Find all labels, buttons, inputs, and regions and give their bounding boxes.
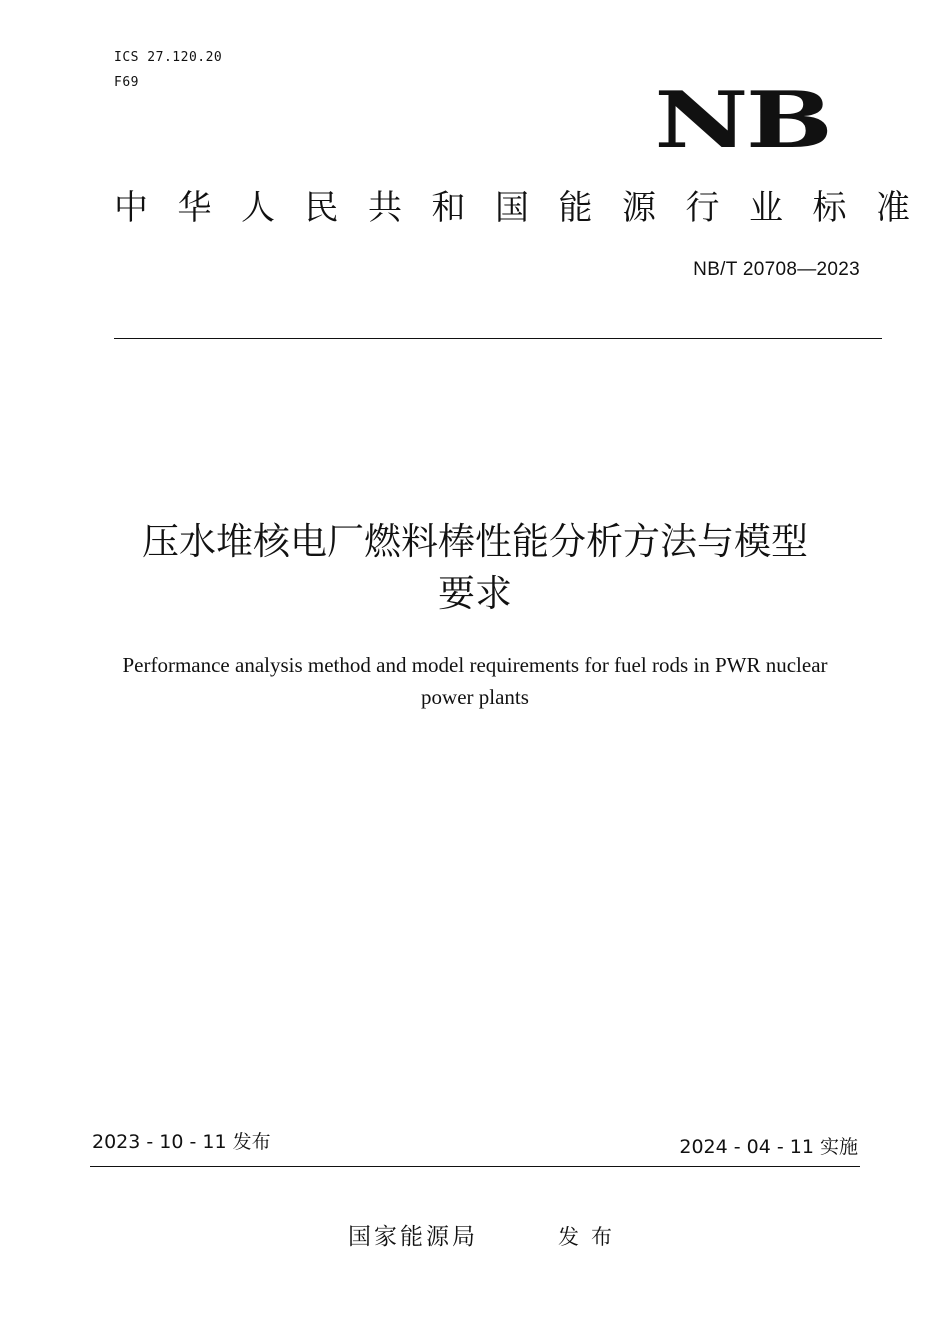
ccs-code: F69 [114,75,139,90]
standard-number: NB/T 20708—2023 [693,259,860,280]
chinese-title-line-2: 要求 [438,572,512,615]
english-title-line-1: Performance analysis method and model requirements for fuel rods in PWR nuclear [122,653,828,677]
publish-label: 发布 [558,1225,624,1249]
chinese-title-line-1: 压水堆核电厂燃料棒性能分析方法与模型 [142,520,808,563]
nb-logo: NB [654,75,830,166]
issue-date: 2023 - 10 - 11 发布 [92,1131,271,1153]
top-divider [114,338,882,339]
publisher-name: 国家能源局 [348,1224,478,1250]
ics-code: ICS 27.120.20 [114,50,223,65]
implementation-date: 2024 - 04 - 11 实施 [679,1136,858,1158]
bottom-divider [90,1166,860,1167]
standard-type-title: 中华人民共和国能源行业标准 [114,188,940,228]
english-title-line-2: power plants [421,685,529,709]
